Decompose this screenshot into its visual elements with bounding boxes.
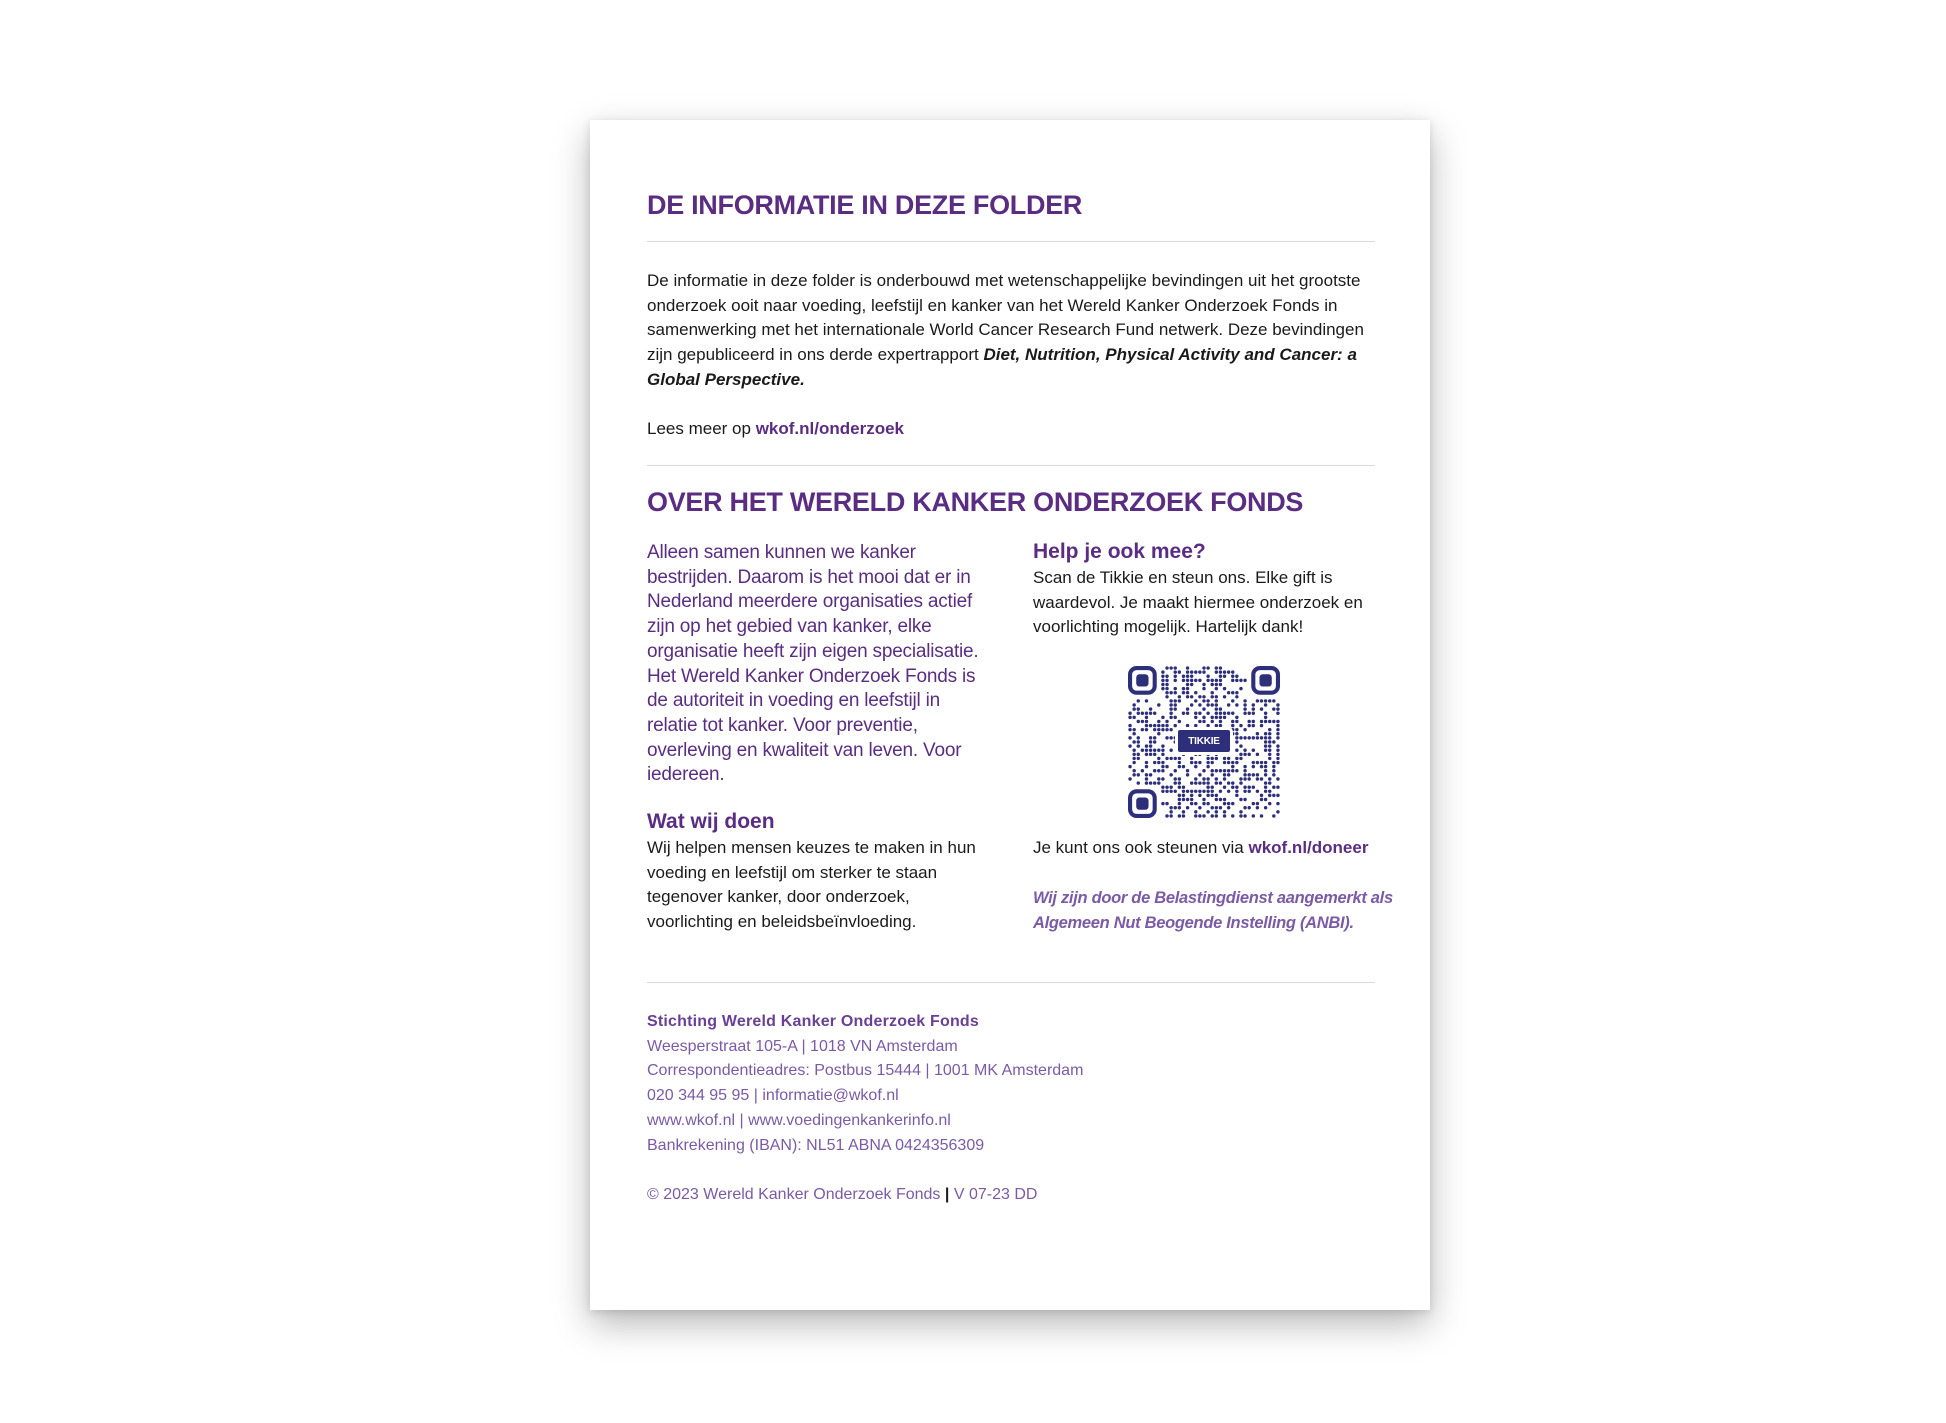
report-title: Diet, Nutrition, Physical Activity and Cancer: a Global Perspective.	[647, 345, 1357, 389]
anbi-statement: Wij zijn door de Belastingdienst aangemerkt als Algemeen Nut Beogende Instelling (ANBI).	[1033, 889, 1393, 932]
footer-correspondence: Correspondentieadres: Postbus 15444 | 1001 MK Amsterdam	[647, 1062, 1084, 1080]
section-heading-about: OVER HET WERELD KANKER ONDERZOEK FONDS	[647, 487, 1304, 517]
version-text: V 07-23 DD	[953, 1186, 1038, 1203]
what-we-do-text: Wij helpen mensen keuzes te maken in hun voeding en leefstijl om sterker te staan tegenover kanker, door onderzoek, voorlichting en beleidsbeïnvloeding.	[647, 838, 976, 932]
read-more-line	[647, 417, 1247, 442]
footer-address: Weesperstraat 105-A | 1018 VN Amsterdam	[647, 1037, 958, 1055]
donate-prefix: Je kunt ons ook steunen via	[1033, 838, 1249, 857]
information-text: De informatie in deze folder is onderbouwd met wetenschappelijke bevindingen uit het grootste onderzoek ooit naar voeding, leefstijl en kanker van het Wereld Kanker Onderzoek Fonds in samenwerking met het internationale World Cancer Research Fund netwerk.	[647, 271, 1361, 340]
help-text: Scan de Tikkie en steun ons. Elke gift is waardevol. Je maakt hiermee onderzoek en voorlichting mogelijk. Hartelijk dank!	[1033, 568, 1363, 637]
tikkie-label: TIKKIE	[1188, 735, 1220, 747]
donate-line	[1033, 836, 1403, 861]
divider	[647, 465, 1375, 466]
tikkie-badge	[1175, 727, 1233, 755]
footer-bank: Bankrekening (IBAN): NL51 ABNA 0424356309	[647, 1136, 985, 1154]
information-paragraph	[647, 269, 1382, 393]
footer-org-name: Stichting Wereld Kanker Onderzoek Fonds	[647, 1013, 980, 1030]
footer-contact-line: 020 344 95 95 | informatie@wkof.nl	[647, 1087, 899, 1105]
what-we-do-title: Wat wij doen	[647, 810, 775, 833]
footer-contact	[647, 1010, 1247, 1158]
research-link[interactable]: wkof.nl/onderzoek	[755, 419, 904, 438]
divider	[647, 241, 1375, 242]
help-title: Help je ook mee?	[1033, 540, 1206, 563]
divider	[647, 982, 1375, 983]
about-lead-paragraph: Alleen samen kunnen we kanker bestrijden. Daarom is het mooi dat er in Nederland meerdere organisaties actief zijn op het gebied van kanker, elke organisatie heeft zijn eigen specialisatie. Het Wereld Kanker Onderzoek Fonds is de autoriteit in voeding en leefstijl in relatie tot kanker. Voor preventie, overleving en kwaliteit van leven. Voor iedereen.	[647, 542, 979, 786]
qr-code-icon[interactable]	[1128, 666, 1280, 818]
folder-page	[590, 120, 1430, 1310]
donate-link[interactable]: wkof.nl/doneer	[1248, 838, 1369, 857]
read-more-prefix: Lees meer op	[647, 419, 756, 438]
copyright-line	[647, 1183, 1037, 1208]
copyright-text: © 2023 Wereld Kanker Onderzoek Fonds	[647, 1186, 941, 1203]
copyright-separator: |	[944, 1186, 950, 1203]
information-text-2: Deze bevindingen zijn gepubliceerd in ons derde expertrapport	[647, 320, 1364, 365]
footer-web: www.wkof.nl | www.voedingenkankerinfo.nl	[647, 1111, 951, 1129]
section-heading-information: DE INFORMATIE IN DEZE FOLDER	[647, 190, 1083, 220]
